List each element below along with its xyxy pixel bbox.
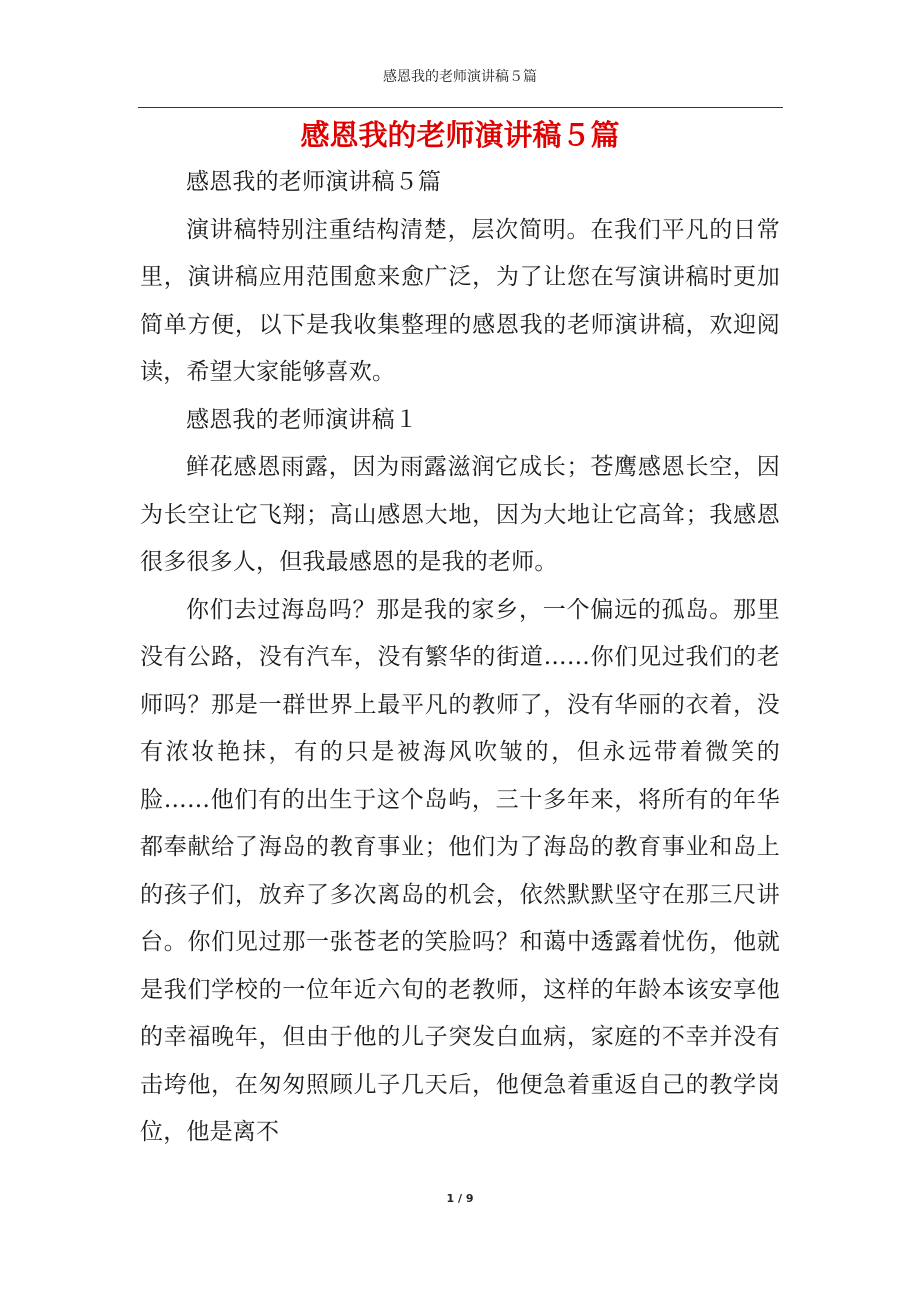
- document-title: 感恩我的老师演讲稿５篇: [300, 118, 620, 152]
- page-indicator: 1 / 9: [446, 1192, 474, 1205]
- header-divider: [138, 107, 783, 108]
- document-body: [140, 159, 780, 1157]
- section-heading-1: 感恩我的老师演讲稿１: [186, 406, 418, 433]
- running-header: 感恩我的老师演讲稿５篇: [383, 69, 537, 85]
- paragraph-intro: 演讲稿特别注重结构清楚，层次简明。在我们平凡的日常里，演讲稿应用范围愈来愈广泛，为了让您在写演讲稿时更加简单方便，以下是我收集整理的感恩我的老师演讲稿，欢迎阅读，希望大家能够喜欢。: [140, 216, 780, 385]
- paragraph-island: 你们去过海岛吗？那是我的家乡，一个偏远的孤岛。那里没有公路，没有汽车，没有繁华的街道……你们见过我们的老师吗？那是一群世界上最平凡的教师了，没有华丽的衣着，没有浓妆艳抹，有的只是被海风吹皱的，但永远带着微笑的脸……他们有的出生于这个岛屿，三十多年来，将所有的年华都奉献给了海岛的教育事业；他们为了海岛的教育事业和岛上的孩子们，放弃了多次离岛的机会，依然默默坚守在那三尺讲台。你们见过那一张苍老的笑脸吗？和蔼中透露着忧伤，他就是我们学校的一位年近六旬的老教师，这样的年龄本该安享他的幸福晚年，但由于他的儿子突发白血病，家庭的不幸并没有击垮他，在匆匆照顾儿子几天后，他便急着重返自己的教学岗位，他是离不: [140, 596, 780, 1145]
- paragraph-subtitle: 感恩我的老师演讲稿５篇: [186, 169, 442, 195]
- paragraph-gratitude: 鲜花感恩雨露，因为雨露滋润它成长；苍鹰感恩长空，因为长空让它飞翔；高山感恩大地，因为大地让它高耸；我感恩很多很多人，但我最感恩的是我的老师。: [140, 454, 780, 575]
